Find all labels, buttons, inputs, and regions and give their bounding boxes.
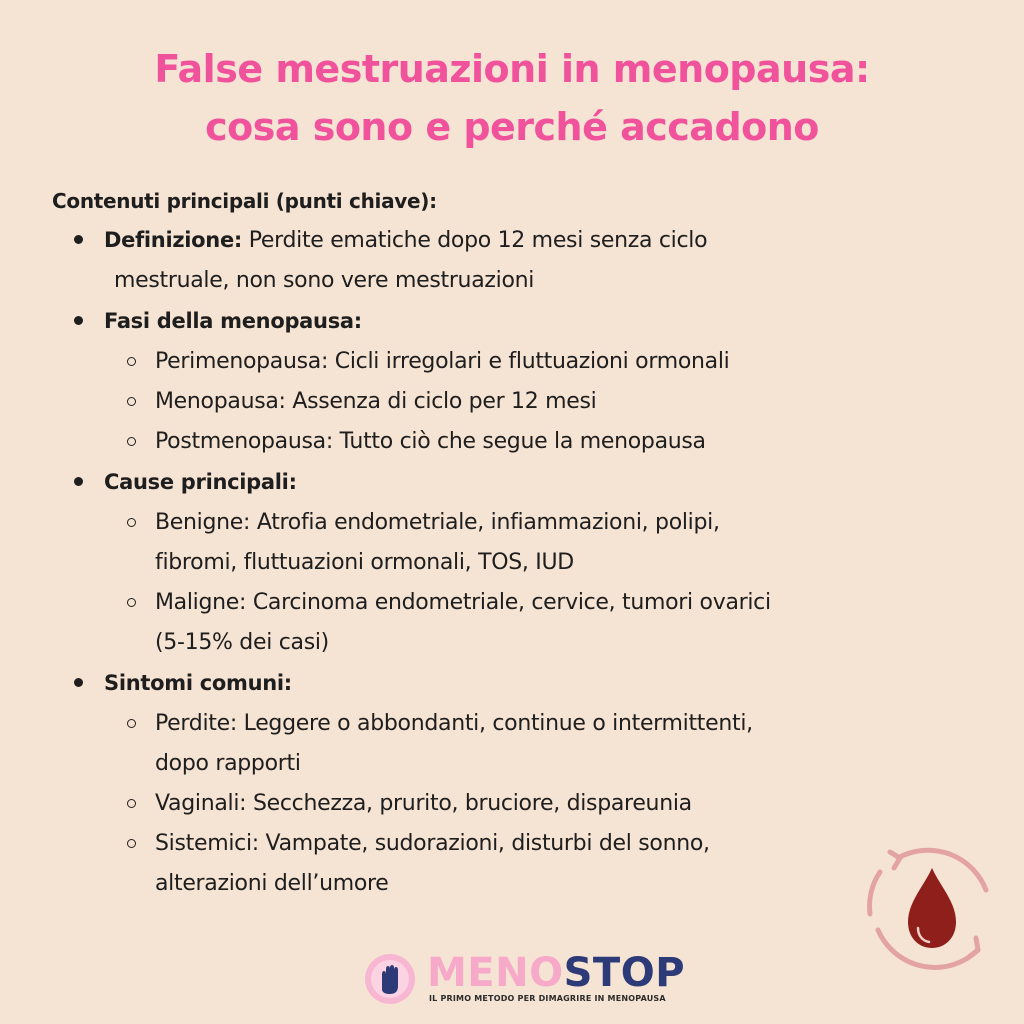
blood-drop-cycle-icon <box>858 830 1008 980</box>
sub-item-text: Benigne: Atrofia endometriale, infiammazioni, polipi, <box>155 510 720 535</box>
sub-item-text: Maligne: Carcinoma endometriale, cervice, tumori ovarici <box>155 590 771 615</box>
list-item-definizione <box>52 220 952 301</box>
bullet-dot <box>74 235 83 244</box>
hand-icon <box>365 954 415 1004</box>
bullet-dot <box>74 477 83 486</box>
list-item-sintomi <box>52 663 952 704</box>
sub-item-text-cont: dopo rapporti <box>155 751 301 776</box>
list-item-cause <box>52 462 952 503</box>
page-title <box>0 40 1024 156</box>
sub-item-perimenopausa <box>52 342 952 382</box>
list-item-fasi <box>52 301 952 342</box>
cause-label: Cause principali: <box>104 470 297 494</box>
logo-meno: MENO <box>427 950 564 996</box>
content-list <box>52 182 952 904</box>
definizione-label: Definizione: <box>104 228 242 252</box>
bullet-circle <box>127 357 136 366</box>
logo-wordmark <box>427 950 685 996</box>
sub-item-text-cont: (5-15% dei casi) <box>155 630 329 655</box>
logo-stop: STOP <box>563 950 686 996</box>
sub-item-perdite <box>52 704 952 784</box>
bullet-circle <box>127 437 136 446</box>
sub-item-text: Perimenopausa: Cicli irregolari e fluttuazioni ormonali <box>155 349 730 374</box>
sub-item-text: Perdite: Leggere o abbondanti, continue o intermittenti, <box>155 711 753 736</box>
sub-item-text-cont: fibromi, fluttuazioni ormonali, TOS, IUD <box>155 550 574 575</box>
sub-item-text: Menopausa: Assenza di ciclo per 12 mesi <box>155 389 597 414</box>
bullet-circle <box>127 518 136 527</box>
bullet-circle <box>127 839 136 848</box>
sub-item-text-cont: alterazioni dell’umore <box>155 871 389 896</box>
bullet-circle <box>127 598 136 607</box>
sub-item-text: Vaginali: Secchezza, prurito, bruciore, dispareunia <box>155 791 692 816</box>
sub-item-postmenopausa <box>52 422 952 462</box>
bullet-dot <box>74 316 83 325</box>
title-line-2: cosa sono e perché accadono <box>205 105 819 149</box>
menostop-logo <box>365 950 685 1010</box>
definizione-text: Perdite ematiche dopo 12 mesi senza ciclo <box>242 228 708 253</box>
sintomi-label: Sintomi comuni: <box>104 671 292 695</box>
sub-item-vaginali <box>52 784 952 824</box>
bullet-circle <box>127 397 136 406</box>
sub-item-sistemici <box>52 824 952 904</box>
sub-item-text: Postmenopausa: Tutto ciò che segue la menopausa <box>155 429 706 454</box>
sub-item-text: Sistemici: Vampate, sudorazioni, disturbi del sonno, <box>155 831 710 856</box>
content-heading: Contenuti principali (punti chiave): <box>52 189 437 213</box>
bullet-dot <box>74 678 83 687</box>
logo-tagline: IL PRIMO METODO PER DIMAGRIRE IN MENOPAUSA <box>429 994 666 1003</box>
sub-item-menopausa <box>52 382 952 422</box>
sub-item-maligne <box>52 583 952 663</box>
definizione-continuation: mestruale, non sono vere mestruazioni <box>114 268 535 293</box>
title-line-1: False mestruazioni in menopausa: <box>154 47 870 91</box>
bullet-circle <box>127 719 136 728</box>
bullet-circle <box>127 799 136 808</box>
sub-item-benigne <box>52 503 952 583</box>
fasi-label: Fasi della menopausa: <box>104 309 362 333</box>
